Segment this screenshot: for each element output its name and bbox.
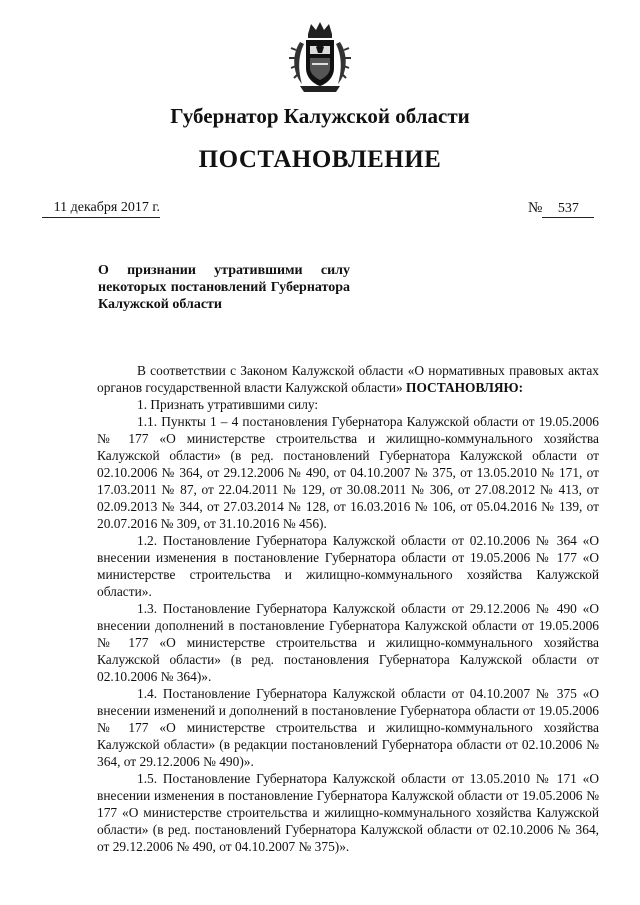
document-subject: О признании утратившими силу некоторых постановлений Губернатора Калужской области — [98, 263, 350, 312]
intro-text: В соответствии с Законом Калужской области «О нормативных правовых актах органов государственной власти Калужской области» — [97, 363, 599, 395]
item-1-4: 1.4. Постановление Губернатора Калужской области от 04.10.2007 № 375 «О внесении изменений и дополнений в постановление Губернатора области от 19.05.2006 № 177 «О министерстве строительства и жилищно-коммунального хозяйства Калужской области» (в редакции постановлений Губернатора области от 02.10.2006 № 364, от 29.12.2006 № 490)». — [97, 686, 599, 769]
point-1: 1. Признать утратившими силу: — [137, 397, 319, 412]
item-1-1: 1.1. Пункты 1 – 4 постановления Губернатора Калужской области от 19.05.2006 № 177 «О министерстве строительства и жилищно-коммунального хозяйства Калужской области» (в ред. постановлений Губернатора Калужской области от 02.10.2006 № 364, от 29.12.2006 № 490, от 04.10.2007 № 375, от 13.05.2010 № 171, от 17.03.2011 № 87, от 22.04.2011 № 129, от 30.08.2011 № 306, от 27.08.2012 № 413, от 02.09.2013 № 344, от 27.03.2014 № 128, от 16.03.2016 № 106, от 05.04.2016 № 139, от 20.07.2016 № 309, от 31.10.2016 № 456). — [97, 414, 599, 531]
document-number: 537 — [542, 201, 594, 218]
document-body — [97, 362, 599, 855]
document-type-heading: ПОСТАНОВЛЕНИЕ — [198, 146, 442, 173]
coat-of-arms-emblem — [286, 20, 354, 96]
issuer-title: Губернатор Калужской области — [170, 104, 470, 128]
item-1-5: 1.5. Постановление Губернатора Калужской области от 13.05.2010 № 171 «О внесении изменения в постановление Губернатора Калужской области от 19.05.2006 № 177 «О министерстве строительства и жилищно-коммунального хозяйства Калужской области» (в ред. постановлений Губернатора Калужской области от 02.10.2006 № 364, от 29.12.2006 № 490, от 04.10.2007 № 375)». — [97, 771, 599, 854]
document-number-block — [528, 200, 594, 218]
number-label: № — [528, 200, 543, 216]
decree-word: ПОСТАНОВЛЯЮ: — [406, 380, 524, 395]
item-1-3: 1.3. Постановление Губернатора Калужской области от 29.12.2006 № 490 «О внесении дополнений в постановление Губернатора Калужской области от 19.05.2006 № 177 «О министерстве строительства и жилищно-коммунального хозяйства Калужской области» (в ред. постановления Губернатора Калужской области от 02.10.2006 № 364)». — [97, 601, 599, 684]
intro-paragraph — [97, 362, 599, 396]
coat-of-arms-icon — [286, 20, 354, 96]
document-date: 11 декабря 2017 г. — [42, 200, 160, 218]
item-1-2: 1.2. Постановление Губернатора Калужской области от 02.10.2006 № 364 «О внесении изменения в постановление Губернатора области от 19.05.2006 № 177 «О министерстве строительства и жилищно-коммунального хозяйства Калужской области». — [97, 533, 599, 599]
